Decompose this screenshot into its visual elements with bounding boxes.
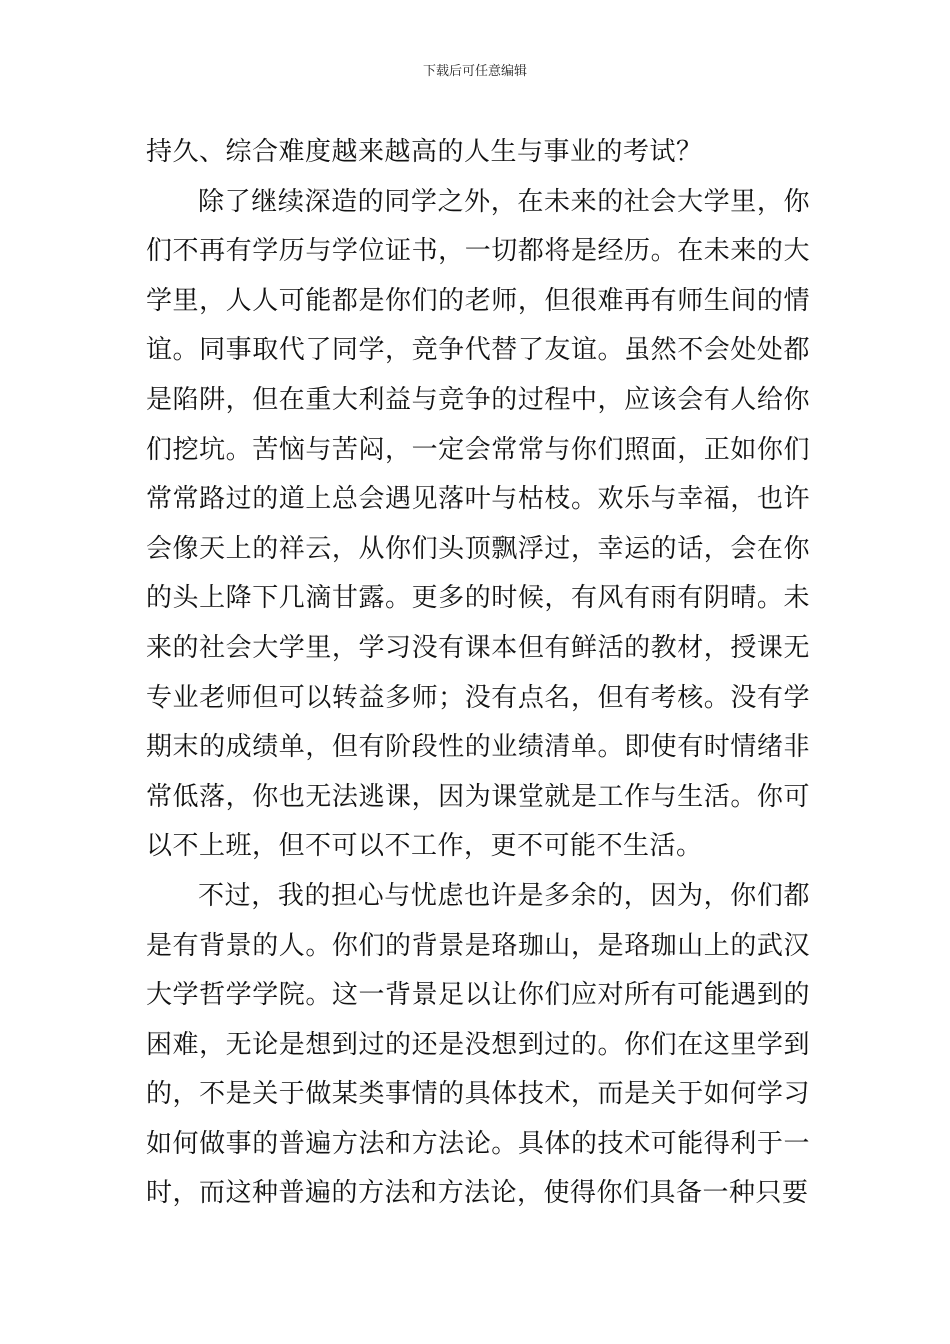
- paragraph: 不过，我的担心与忧虑也许是多余的，因为，你们都是有背景的人。你们的背景是珞珈山，是珞珈山上的武汉大学哲学学院。这一背景足以让你们应对所有可能遇到的困难，无论是想到过的还是没想到过的。你们在这里学到的，不是关于做某类事情的具体技术，而是关于如何学习如何做事的普遍方法和方法论。具体的技术可能得利于一时，而这种普遍的方法和方法论，使得你们具备一种只要: [146, 880, 810, 1209]
- document-body: [146, 128, 810, 1219]
- paragraph-continuation: 持久、综合难度越来越高的人生与事业的考试？: [146, 137, 703, 167]
- paragraph: 除了继续深造的同学之外，在未来的社会大学里，你们不再有学历与学位证书，一切都将是经历。在未来的大学里，人人可能都是你们的老师，但很难再有师生间的情谊。同事取代了同学，竞争代替了友谊。虽然不会处处都是陷阱，但在重大利益与竞争的过程中，应该会有人给你们挖坑。苦恼与苦闷，一定会常常与你们照面，正如你们常常路过的道上总会遇见落叶与枯枝。欢乐与幸福，也许会像天上的祥云，从你们头顶飘浮过，幸运的话，会在你的头上降下几滴甘露。更多的时候，有风有雨有阴晴。未来的社会大学里，学习没有课本但有鲜活的教材，授课无专业老师但可以转益多师；没有点名，但有考核。没有学期末的成绩单，但有阶段性的业绩清单。即使有时情绪非常低落，你也无法逃课，因为课堂就是工作与生活。你可以不上班，但不可以不工作，更不可能不生活。: [146, 186, 810, 862]
- page-header-note: 下载后可任意编辑: [422, 64, 527, 79]
